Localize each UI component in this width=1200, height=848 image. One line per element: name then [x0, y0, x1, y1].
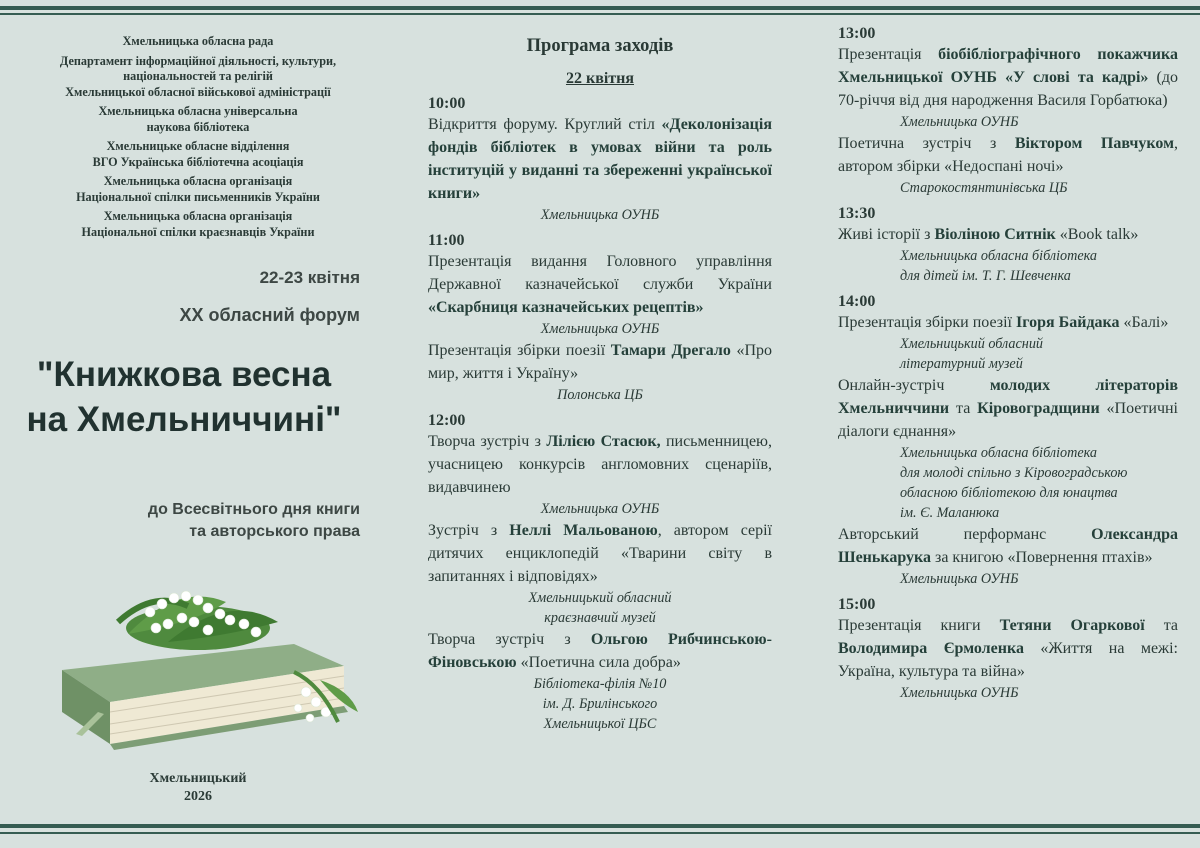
organizer-line: ВГО Українська бібліотечна асоціація	[92, 154, 304, 169]
event-description	[428, 628, 772, 674]
event-highlight: Володимира Єрмоленка	[838, 640, 1024, 657]
event-description	[838, 132, 1178, 178]
event-venue	[838, 246, 1178, 286]
event-text: Авторський перформанс	[838, 526, 1092, 543]
event-text: письменницею, учасницею конкурсів англомовних сценаріїв, видавчинею	[428, 433, 772, 496]
event-venue	[428, 319, 772, 339]
event-text: Презентація збірки поезії	[838, 314, 1016, 331]
dedication-line: та авторського права	[189, 523, 360, 540]
event-venue	[838, 683, 1178, 703]
organizer	[20, 54, 376, 101]
venue-line: Хмельницька обласна бібліотека	[900, 445, 1098, 461]
event-highlight: Ольгою Рибчинською-Фіновською	[428, 631, 772, 671]
venue-line: Хмельницький обласний	[900, 336, 1044, 352]
event-highlight: «Деколонізація фондів бібліотек в умовах війни та роль інституцій у виданні та збереженні української книги»	[428, 116, 772, 202]
event-text: Презентація видання Головного управління Державної казначейської служби України	[428, 253, 772, 293]
organizer	[20, 174, 376, 205]
organizer-line: Національної спілки краєзнавців України	[81, 224, 315, 239]
event-highlight: молодих літераторів Хмельниччини	[838, 377, 1178, 417]
cover-panel	[20, 22, 376, 812]
event-text: «Book talk»	[1055, 226, 1139, 243]
bottom-border-thin	[0, 832, 1200, 834]
event-venue	[838, 112, 1178, 132]
organizers-list	[20, 34, 376, 240]
organizer-line: Хмельницьке обласне відділення	[106, 139, 290, 153]
organizer-line: Національної спілки письменників України	[76, 189, 320, 204]
schedule-blocks	[428, 94, 772, 734]
event-text: «Поетична сила добра»	[516, 654, 681, 671]
venue-line: Хмельницької ЦБС	[543, 716, 657, 732]
event-highlight: Віктором Павчуком	[1014, 135, 1175, 152]
forum-title-line: на Хмельниччині"	[26, 400, 342, 439]
event-venue	[428, 385, 772, 405]
event-text: та	[949, 400, 978, 417]
program-panel-right	[838, 24, 1178, 703]
organizer	[20, 139, 376, 170]
organizer	[20, 34, 376, 50]
forum-dedication	[148, 499, 360, 543]
venue-line: для молоді спільно з Кіровоградською	[900, 465, 1128, 481]
publication-year: 2026	[184, 789, 212, 804]
event-venue	[428, 588, 772, 628]
event-highlight: «Скарбниця казначейських рецептів»	[428, 299, 704, 316]
venue-line: Бібліотека-філія №10	[533, 676, 667, 692]
program-day: 22 квітня	[565, 70, 635, 87]
venue-line: Хмельницька ОУНБ	[540, 321, 660, 337]
organizer-line: Хмельницька обласна рада	[122, 34, 274, 48]
event-text: Онлайн-зустріч	[838, 377, 990, 394]
event-highlight: Тамари Дрегало	[610, 342, 731, 359]
event-time: 10:00	[428, 95, 466, 112]
event-text: Творча зустріч з	[428, 433, 547, 450]
event-description	[428, 519, 772, 588]
event-venue	[838, 334, 1178, 374]
event-venue	[838, 443, 1178, 523]
event-time: 13:30	[838, 205, 876, 222]
venue-line: Хмельницька обласна бібліотека	[900, 248, 1098, 264]
event-highlight: Тетяни Огаркової	[999, 617, 1145, 634]
bottom-border-thick	[0, 824, 1200, 828]
event-highlight: Ігоря Байдака	[1016, 314, 1120, 331]
event-text: , автором серії дитячих енциклопедій «Тварини світу в запитаннях і відповідях»	[428, 522, 772, 585]
event-description	[428, 113, 772, 205]
city-name: Хмельницький	[149, 771, 247, 786]
venue-line: Хмельницька ОУНБ	[900, 685, 1019, 701]
event-text: за книгою «Повернення птахів»	[931, 549, 1153, 566]
venue-line: Старокостянтинівська ЦБ	[900, 180, 1068, 196]
event-description	[838, 374, 1178, 443]
event-text: Презентація книги	[838, 617, 1000, 634]
venue-line: краєзнавчий музей	[544, 610, 656, 626]
event-description	[838, 223, 1178, 246]
event-text: Поетична зустріч з	[838, 135, 1015, 152]
event-description	[428, 430, 772, 499]
venue-line: Полонська ЦБ	[557, 387, 643, 403]
event-text: Творча зустріч з	[428, 631, 591, 648]
event-venue	[838, 569, 1178, 589]
event-time: 14:00	[838, 293, 876, 310]
publication-place	[20, 770, 376, 806]
event-description	[838, 614, 1178, 683]
schedule-blocks	[838, 24, 1178, 703]
event-time: 12:00	[428, 412, 466, 429]
event-text: Зустріч з	[428, 522, 510, 539]
event-time: 11:00	[428, 232, 465, 249]
event-highlight: біобібліографічного покажчика Хмельницької ОУНБ «У слові та кадрі»	[838, 46, 1178, 86]
organizer-line: національностей та релігій	[123, 69, 273, 83]
venue-line: літературний музей	[900, 356, 1023, 372]
dedication-line: до Всесвітнього дня книги	[147, 501, 360, 518]
event-venue	[428, 499, 772, 519]
program-panel-left	[428, 22, 772, 734]
forum-title-line: "Книжкова весна	[36, 355, 332, 394]
organizer-line: Хмельницька обласна універсальна	[98, 104, 298, 118]
organizer-line: наукова бібліотека	[146, 119, 250, 134]
event-highlight: Кіровоградщини	[977, 400, 1100, 417]
event-highlight: Неллі Мальованою	[509, 522, 658, 539]
venue-line: ім. Є. Маланюка	[900, 505, 1000, 521]
forum-title	[4, 352, 364, 442]
event-text: (до 70-річчя від дня народження Василя Горбатюка)	[838, 69, 1179, 109]
venue-line: ім. Д. Брилінського	[542, 696, 658, 712]
event-time: 13:00	[838, 25, 876, 42]
venue-line: Хмельницька ОУНБ	[900, 114, 1019, 130]
event-venue	[428, 205, 772, 225]
event-venue	[838, 178, 1178, 198]
event-text: «Балі»	[1119, 314, 1169, 331]
venue-line: Хмельницька ОУНБ	[900, 571, 1019, 587]
top-border-thick	[0, 6, 1200, 10]
event-highlight: Олександра Шенькарука	[838, 526, 1178, 566]
event-text: Презентація збірки поезії	[428, 342, 611, 359]
organizer	[20, 209, 376, 240]
event-text: «Про мир, життя і Україну»	[428, 342, 773, 382]
venue-line: Хмельницька ОУНБ	[540, 501, 660, 517]
event-highlight: Лілією Стасюк,	[546, 433, 661, 450]
organizer-line: Хмельницької обласної військової адміністрації	[65, 84, 331, 99]
forum-edition: XX обласний форум	[179, 305, 360, 325]
event-description	[838, 43, 1178, 112]
event-text: Відкриття форуму. Круглий стіл	[428, 116, 662, 133]
event-text: Презентація	[838, 46, 939, 63]
venue-line: Хмельницька ОУНБ	[540, 207, 660, 223]
organizer-line: Хмельницька обласна організація	[103, 209, 293, 223]
organizer-line: Хмельницька обласна організація	[103, 174, 293, 188]
top-border-thin	[0, 13, 1200, 15]
event-description	[838, 311, 1178, 334]
event-time: 15:00	[838, 596, 876, 613]
event-description	[838, 523, 1178, 569]
event-text: , автором збірки «Недоспані ночі»	[838, 135, 1179, 175]
venue-line: для дітей ім. Т. Г. Шевченка	[900, 268, 1071, 284]
organizer-line: Департамент інформаційної діяльності, культури,	[59, 53, 337, 68]
event-text: та	[1144, 617, 1178, 634]
forum-dates: 22-23 квітня	[259, 268, 360, 287]
event-description	[428, 250, 772, 319]
organizer	[20, 104, 376, 135]
program-title: Програма заходів	[526, 36, 674, 56]
event-description	[428, 339, 772, 385]
event-text: Живі історії з	[838, 226, 935, 243]
event-venue	[428, 674, 772, 734]
event-text: «Поетичні діалоги єднання»	[838, 400, 1178, 440]
event-text: «Життя на межі: Україна, культура та війна»	[838, 640, 1178, 680]
venue-line: обласною бібліотекою для юнацтва	[900, 485, 1118, 501]
book-with-flowers-illustration	[58, 562, 368, 752]
venue-line: Хмельницький обласний	[528, 590, 672, 606]
event-highlight: Віоліною Ситнік	[934, 226, 1056, 243]
